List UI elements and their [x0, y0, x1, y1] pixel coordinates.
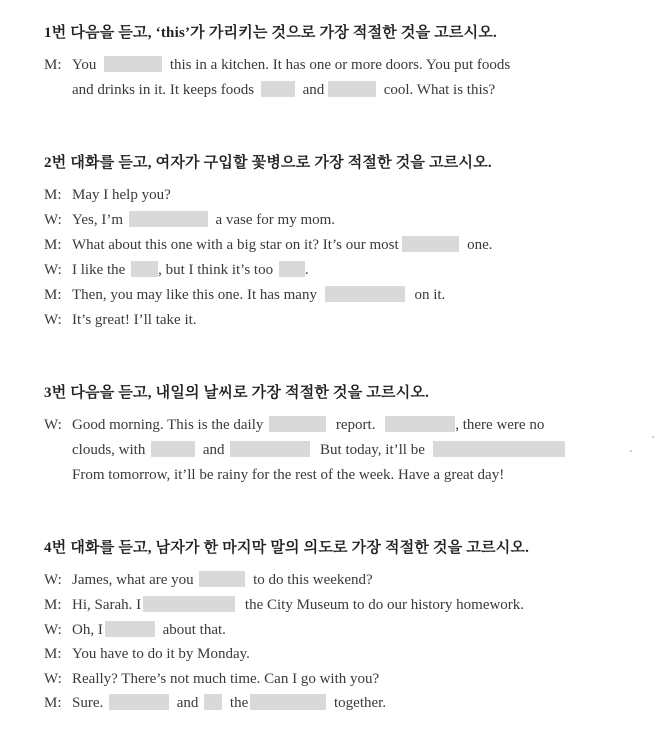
q2-line-4	[44, 261, 309, 279]
text-segment: cool. What is this?	[383, 82, 496, 98]
speaker-label: W:	[44, 572, 62, 588]
text-segment: about that.	[162, 622, 226, 638]
text-segment: May I help you?	[72, 187, 171, 203]
text-segment: this in a kitchen. It has one or more doors. You put foods	[169, 57, 511, 73]
text-segment: Oh, I	[72, 622, 103, 638]
answer-blank[interactable]	[129, 211, 208, 227]
text-segment: But today, it’ll be	[320, 442, 425, 458]
text-segment: and	[202, 442, 225, 458]
speaker-label: W:	[44, 417, 62, 433]
text-segment: Hi, Sarah. I	[72, 597, 142, 613]
q1-line-2	[72, 81, 495, 99]
q3-line-3	[72, 466, 504, 484]
text-segment: the City Museum to do our history homework.	[244, 597, 525, 613]
text-segment: the	[229, 695, 249, 711]
text-segment: one.	[467, 237, 493, 253]
text-segment: and drinks in it. It keeps foods	[72, 82, 255, 98]
answer-blank[interactable]	[385, 416, 455, 432]
text-segment: Really? There’s not much time. Can I go with you?	[72, 671, 380, 687]
q2-line-3	[44, 236, 493, 254]
text-segment: , but I think it’s too	[158, 262, 274, 278]
speaker-label: M:	[44, 695, 62, 711]
q4-line-5	[44, 670, 379, 688]
q4-line-3	[44, 621, 226, 639]
q2-line-5	[44, 286, 445, 304]
answer-blank[interactable]	[131, 261, 158, 277]
q4-line-4	[44, 645, 250, 663]
answer-blank[interactable]	[328, 81, 376, 97]
text-segment: James, what are you	[72, 572, 194, 588]
speaker-label: W:	[44, 671, 62, 687]
answer-blank[interactable]	[204, 694, 222, 710]
text-segment: Good morning. This is the daily	[72, 417, 264, 433]
text-segment: Then, you may like this one. It has many	[72, 287, 317, 303]
text-segment: You	[72, 57, 97, 73]
q4-line-2	[44, 596, 524, 614]
text-segment: together.	[334, 695, 387, 711]
answer-blank[interactable]	[325, 286, 405, 302]
text-segment: It’s great! I’ll take it.	[72, 312, 197, 328]
text-segment: You have to do it by Monday.	[72, 646, 250, 662]
speaker-label: W:	[44, 312, 62, 328]
answer-blank[interactable]	[105, 621, 155, 637]
text-segment: on it.	[414, 287, 446, 303]
speaker-label: M:	[44, 237, 62, 253]
text-segment: From tomorrow, it’ll be rainy for the rest of the week. Have a great day!	[72, 467, 505, 483]
answer-blank[interactable]	[109, 694, 169, 710]
speaker-label: W:	[44, 212, 62, 228]
text-segment: Sure.	[72, 695, 104, 711]
q2-line-2	[44, 211, 335, 229]
text-segment: , there were no	[455, 417, 545, 433]
answer-blank[interactable]	[151, 441, 195, 457]
scan-speck	[652, 436, 654, 438]
q2-line-1	[44, 186, 171, 204]
speaker-label: M:	[44, 597, 62, 613]
question-4-title: 4번 대화를 듣고, 남자가 한 마지막 말의 의도로 가장 적절한 것을 고르시오.	[44, 540, 530, 556]
q1-line-1	[44, 56, 510, 74]
answer-blank[interactable]	[269, 416, 326, 432]
text-segment: to do this weekend?	[253, 572, 373, 588]
answer-blank[interactable]	[402, 236, 459, 252]
q4-line-1	[44, 571, 373, 589]
question-2-title: 2번 대화를 듣고, 여자가 구입할 꽃병으로 가장 적절한 것을 고르시오.	[44, 155, 492, 171]
answer-blank[interactable]	[199, 571, 245, 587]
text-segment: and	[176, 695, 199, 711]
question-1-title: 1번 다음을 듣고, ‘this’가 가리키는 것으로 가장 적절한 것을 고르시오.	[44, 25, 497, 41]
answer-blank[interactable]	[279, 261, 305, 277]
question-3-title: 3번 다음을 듣고, 내일의 날씨로 가장 적절한 것을 고르시오.	[44, 385, 430, 401]
text-segment: report.	[335, 417, 376, 433]
scan-speck	[630, 450, 632, 452]
answer-blank[interactable]	[433, 441, 565, 457]
answer-blank[interactable]	[143, 596, 235, 612]
speaker-label: M:	[44, 187, 62, 203]
q4-line-6	[44, 694, 386, 712]
speaker-label: M:	[44, 646, 62, 662]
text-segment: a vase for my mom.	[215, 212, 336, 228]
text-segment: What about this one with a big star on it? It’s our most	[72, 237, 399, 253]
text-segment: Yes, I’m	[72, 212, 123, 228]
answer-blank[interactable]	[230, 441, 310, 457]
text-segment: clouds, with	[72, 442, 146, 458]
text-segment: and	[302, 82, 325, 98]
speaker-label: M:	[44, 287, 62, 303]
speaker-label: M:	[44, 57, 62, 73]
q3-line-1	[44, 416, 544, 434]
text-segment: I like the	[72, 262, 126, 278]
answer-blank[interactable]	[104, 56, 162, 72]
q3-line-2	[72, 441, 565, 459]
speaker-label: W:	[44, 622, 62, 638]
answer-blank[interactable]	[261, 81, 295, 97]
q2-line-6	[44, 311, 197, 329]
answer-blank[interactable]	[250, 694, 326, 710]
text-segment: .	[304, 262, 309, 278]
speaker-label: W:	[44, 262, 62, 278]
